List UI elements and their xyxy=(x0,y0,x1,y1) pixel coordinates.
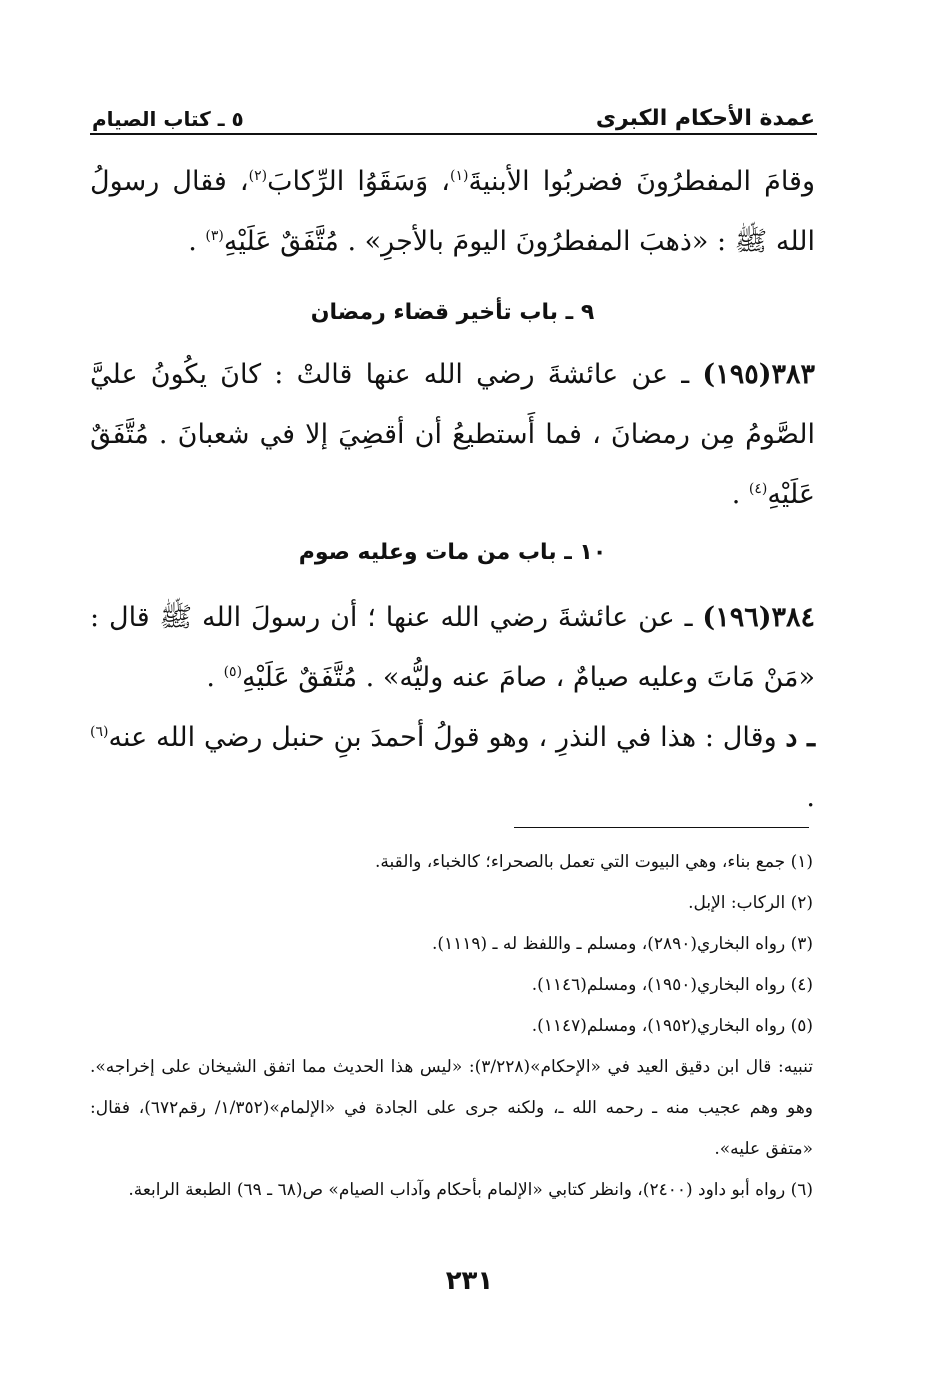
footnote-4: (٤) رواه البخاري(١٩٥٠)، ومسلم(١١٤٦). xyxy=(531,975,813,995)
page-number: ٢٣١ xyxy=(445,1266,494,1296)
book-title: عمدة الأحكام الكبرى xyxy=(595,106,815,131)
footnote-3: (٣) رواه البخاري(٢٨٩٠)، ومسلم ـ واللفظ له ـ (١١١٩). xyxy=(431,934,813,954)
section-heading-10: ١٠ ـ باب من مات وعليه صوم xyxy=(298,540,607,565)
opening-paragraph xyxy=(90,152,815,272)
opening-text-a: وقامَ المفطرُونَ فضربُوا الأبنيةَ xyxy=(468,166,815,197)
hadith-383-text: ـ عن عائشةَ رضي الله عنها قالتْ : كانَ يكُونُ عليَّ الصَّومُ مِن رمضانَ ، فما أَستطيعُ أن أقضِيَ إلا في شعبانَ . مُتَّفَقٌ عَلَيْهِ xyxy=(90,359,815,510)
chapter-title: ٥ ـ كتاب الصيام xyxy=(92,107,244,131)
hadith-384 xyxy=(90,588,815,708)
section-heading-9: ٩ ـ باب تأخير قضاء رمضان xyxy=(310,300,595,325)
header-divider xyxy=(90,133,817,135)
footnote-warning: تنبيه: قال ابن دقيق العيد في «الإحكام»(٣/٢٢٨): «ليس هذا الحديث مما اتفق الشيخان على إخراجه». وهو وهم عجيب منه ـ رحمه الله ـ، ولكنه جرى على الجادة في «الإلمام»(١/٣٥٢/ رقم٦٧٢)، فقال: «متفق عليه». xyxy=(90,1057,813,1159)
footnote-1: (١) جمع بناء، وهي البيوت التي تعمل بالصحراء؛ كالخباء، والقبة. xyxy=(375,852,813,872)
hadith-384-number: ٣٨٤(١٩٦) xyxy=(702,602,815,633)
abu-dawud-end: . xyxy=(806,782,815,813)
footnotes-block xyxy=(90,842,813,1211)
hadith-383 xyxy=(90,345,815,525)
running-header xyxy=(92,97,815,131)
abu-dawud-text: وقال : هذا في النذرِ ، وهو قولُ أحمدَ بنِ حنبل رضي الله عنه xyxy=(108,722,786,753)
hadith-384-text: ـ عن عائشةَ رضي الله عنها ؛ أن رسولَ الله ﷺ قال : «مَنْ مَاتَ وعليه صيامٌ ، صامَ عنه وليُّه» . مُتَّفَقٌ عَلَيْهِ xyxy=(90,602,815,693)
opening-end: . xyxy=(188,226,206,257)
footnote-divider xyxy=(514,827,809,828)
hadith-383-end: . xyxy=(731,479,749,510)
footnote-ref-3: (٣) xyxy=(205,228,224,244)
abu-dawud-marker: ـ د xyxy=(785,722,815,753)
footnote-ref-2: (٢) xyxy=(248,168,268,184)
footnote-ref-6: (٦) xyxy=(90,724,109,740)
hadith-383-number: ٣٨٣(١٩٥) xyxy=(702,359,815,390)
footnote-ref-5: (٥) xyxy=(223,664,243,680)
footnote-5: (٥) رواه البخاري(١٩٥٢)، ومسلم(١١٤٧). xyxy=(531,1016,813,1036)
footnote-2: (٢) الركاب: الإبل. xyxy=(688,893,813,913)
abu-dawud-note xyxy=(90,708,815,828)
hadith-384-end: . xyxy=(206,662,224,693)
opening-text-b: ، وَسَقَوُا الرِّكابَ xyxy=(267,166,450,197)
footnote-ref-4: (٤) xyxy=(748,481,768,497)
footnote-ref-1: (١) xyxy=(449,168,469,184)
opening-text-c: ، فقال رسولُ الله ﷺ : «ذهبَ المفطرُونَ اليومَ بالأجرِ» . مُتَّفَقٌ عَلَيْهِ xyxy=(90,166,815,257)
footnote-6: (٦) رواه أبو داود (٢٤٠٠)، وانظر كتابي «الإلمام بأحكام وآداب الصيام» ص(٦٨ ـ ٦٩) الطبعة الرابعة. xyxy=(128,1180,813,1200)
